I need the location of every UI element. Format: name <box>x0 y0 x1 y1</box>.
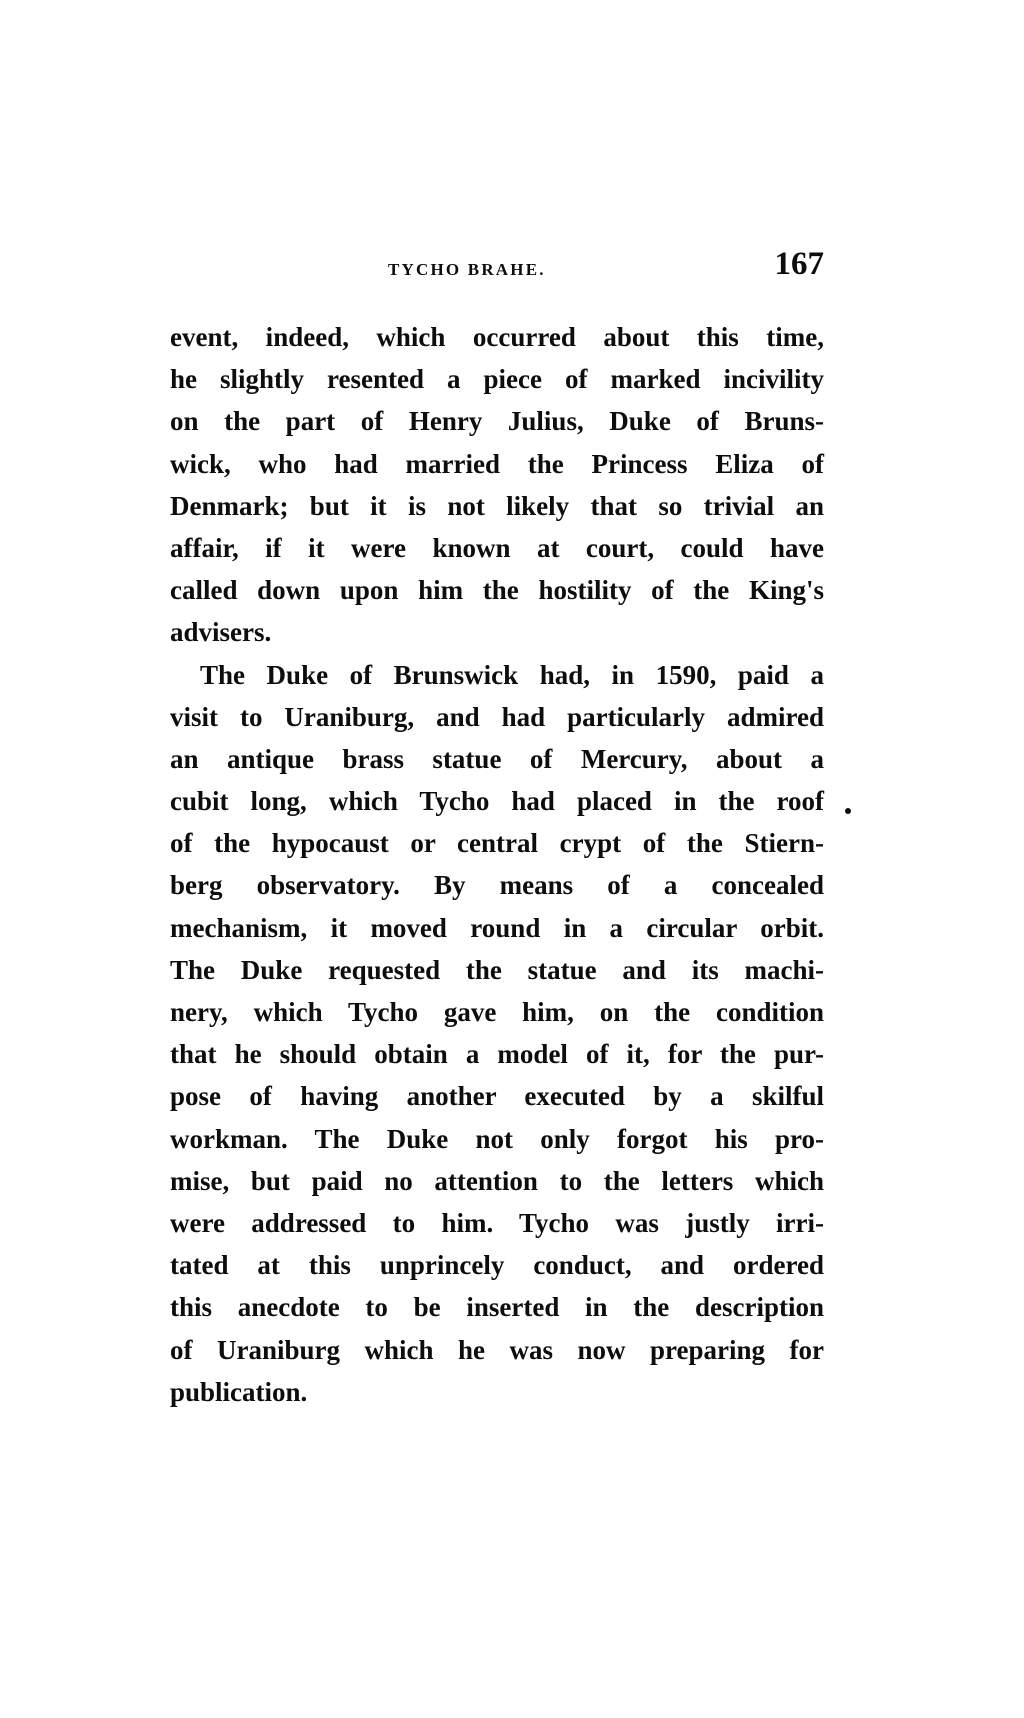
text-line: Denmark; but it is not likely that so trivial an <box>170 490 824 521</box>
text-line: of the hypocaust or central crypt of the Stiern- <box>170 828 824 859</box>
text-line: he slightly resented a piece of marked incivility <box>170 364 824 395</box>
text-line: cubit long, which Tycho had placed in the roof <box>170 786 824 817</box>
margin-mark <box>845 808 851 814</box>
text-line: mechanism, it moved round in a circular orbit. <box>170 912 824 943</box>
text-line: tated at this unprincely conduct, and ordered <box>170 1250 824 1281</box>
page-number: 167 <box>774 246 824 282</box>
text-line: The Duke requested the statue and its machi- <box>170 954 824 985</box>
text-line: nery, which Tycho gave him, on the condition <box>170 997 824 1027</box>
running-title: TYCHO BRAHE. <box>388 260 546 279</box>
text-line: advisers. <box>170 617 272 648</box>
text-line: event, indeed, which occurred about this time, <box>170 322 824 352</box>
text-line: this anecdote to be inserted in the description <box>170 1292 824 1323</box>
running-head <box>170 246 824 290</box>
text-line: that he should obtain a model of it, for the pur- <box>170 1039 824 1070</box>
text-line: wick, who had married the Princess Eliza of <box>170 448 824 479</box>
text-line: were addressed to him. Tycho was justly irri- <box>170 1207 824 1238</box>
text-line: an antique brass statue of Mercury, about a <box>170 743 824 774</box>
text-line: affair, if it were known at court, could have <box>170 532 824 563</box>
text-line: pose of having another executed by a skilful <box>170 1081 824 1112</box>
text-line: of Uraniburg which he was now preparing for <box>170 1334 824 1365</box>
text-line: visit to Uraniburg, and had particularly admired <box>170 701 824 732</box>
text-line: publication. <box>170 1376 308 1407</box>
text-line: on the part of Henry Julius, Duke of Bruns- <box>170 406 824 437</box>
text-line: workman. The Duke not only forgot his pro- <box>170 1123 824 1154</box>
text-line: called down upon him the hostility of the King's <box>170 575 824 606</box>
body-text <box>170 316 824 1413</box>
text-line: The Duke of Brunswick had, in 1590, paid a <box>200 659 824 690</box>
text-line: mise, but paid no attention to the letters which <box>170 1165 824 1196</box>
text-line: berg observatory. By means of a concealed <box>170 870 824 901</box>
